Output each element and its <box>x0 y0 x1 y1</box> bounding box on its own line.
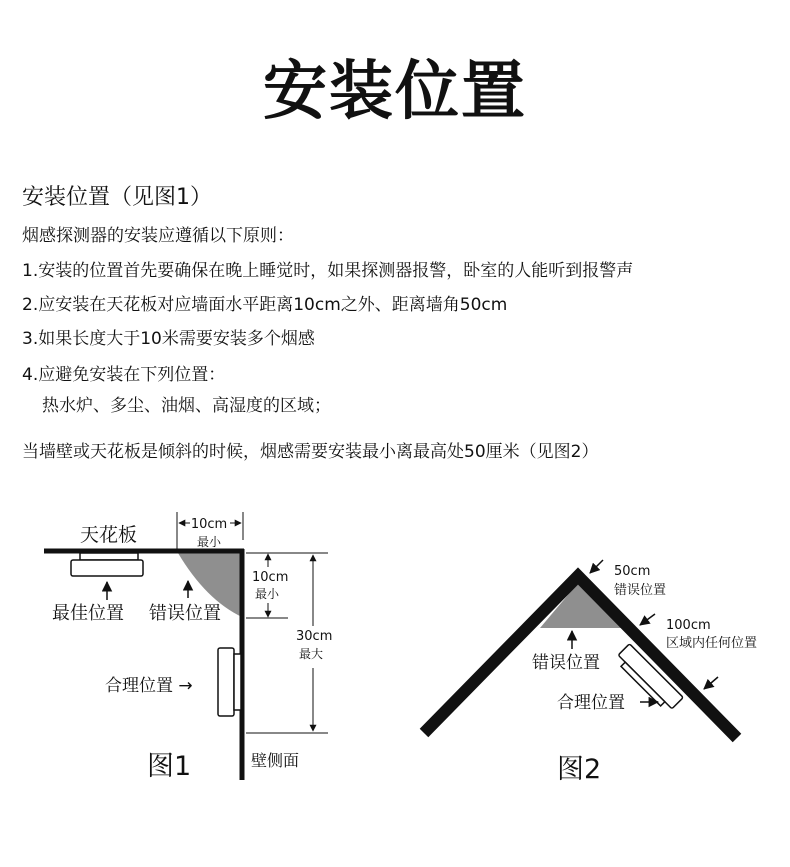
fig1-dim-side-value: 10cm <box>252 570 289 585</box>
fig1-wall-detector <box>218 648 241 716</box>
slope-note: 当墙壁或天花板是倾斜的时候，烟感需要安装最小离最高处50厘米（见图2） <box>22 442 599 462</box>
fig1-best-label: 最佳位置 <box>52 603 124 624</box>
fig1-dim-side-min: 最小 <box>255 587 280 601</box>
rule-1: 1.安装的位置首先要确保在晚上睡觉时，如果探测器报警，卧室的人能听到报警声 <box>22 261 634 281</box>
fig1-ceiling-detector <box>71 553 143 576</box>
fig1-side-wall-label: 壁侧面 <box>251 751 300 770</box>
fig2-50cm-value: 50cm <box>614 564 651 579</box>
fig1-wrong-label: 错误位置 <box>149 603 221 624</box>
fig2-reasonable-label: 合理位置 <box>557 693 625 713</box>
fig2-100cm-value: 100cm <box>666 618 711 633</box>
fig1-dim-top-value: 10cm <box>190 517 228 532</box>
page-title: 安装位置 <box>263 55 527 129</box>
rule-2: 2.应安装在天花板对应墙面水平距离10cm之外、距离墙角50cm <box>22 295 508 315</box>
fig1-caption: 图1 <box>147 751 192 782</box>
rule-4-detail: 热水炉、多尘、油烟、高湿度的区域； <box>42 396 331 416</box>
fig1-dim-top-min: 最小 <box>196 535 222 549</box>
fig1-ceiling-label: 天花板 <box>80 524 138 546</box>
fig2-range-label: 区域内任何位置 <box>666 636 758 651</box>
fig1-dim-30-value: 30cm <box>296 629 333 644</box>
rule-3: 3.如果长度大于10米需要安装多个烟感 <box>22 329 315 349</box>
fig2-caption: 图2 <box>557 754 602 785</box>
fig2-100cm-arrow-bottom <box>704 677 718 689</box>
fig1-reasonable-label: 合理位置 → <box>105 676 193 696</box>
rules-intro: 烟感探测器的安装应遵循以下原则： <box>22 226 294 246</box>
fig2-50cm-arrow <box>590 560 603 573</box>
figure-2 <box>424 560 757 785</box>
figure-1 <box>44 512 332 782</box>
rule-4: 4.应避免安装在下列位置： <box>22 365 226 385</box>
section-subtitle: 安装位置（见图1） <box>22 185 212 210</box>
fig2-wrong-top-label: 错误位置 <box>614 583 667 598</box>
fig2-wrong-label: 错误位置 <box>532 653 600 673</box>
fig2-100cm-arrow-top <box>640 614 655 625</box>
fig1-dim-30-max: 最大 <box>299 647 324 661</box>
